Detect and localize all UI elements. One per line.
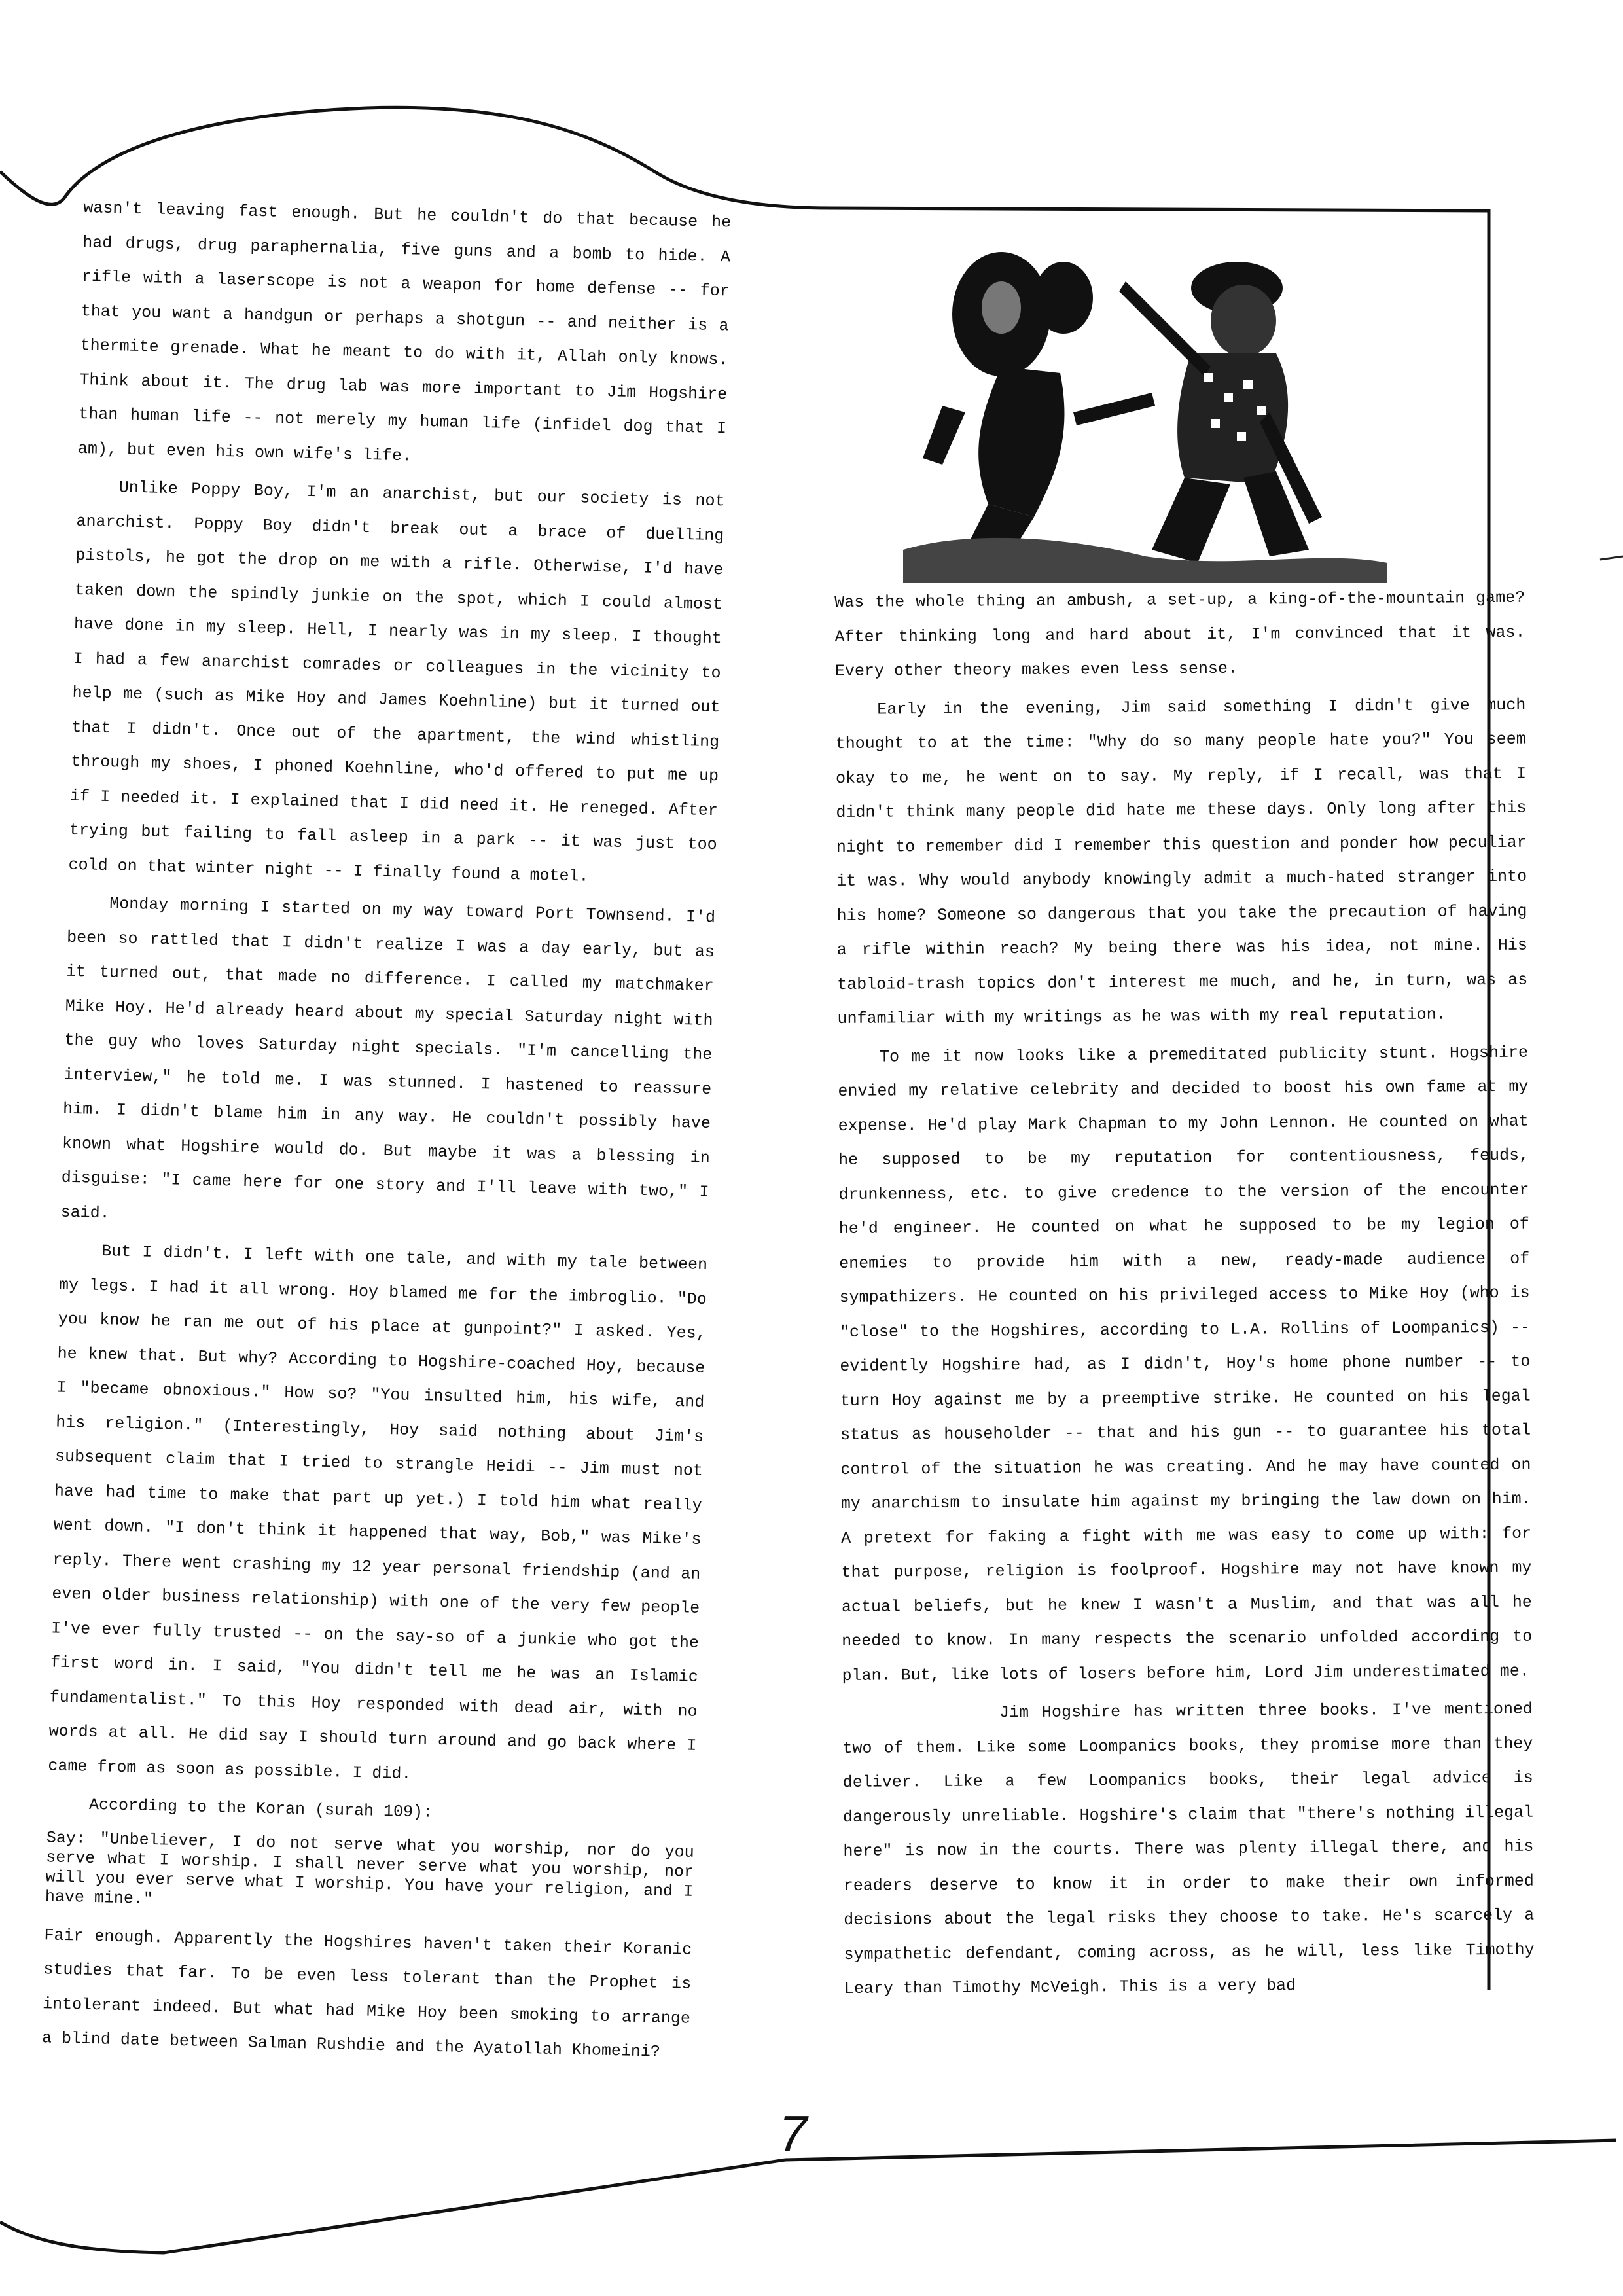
- paragraph: To me it now looks like a premeditated publicity stunt. Hogshire envied my relative celebrity and decided to boost his own fame at my expense. He'd play Mark Chapman to my John Lennon. He counted on what he supposed to be my reputation for contentiousness, feuds, drunkenness, etc. to give credence to the version of the encounter he'd engineer. He counted on what he supposed to be my legion of enemies to provide him with a new, ready-made audience of sympathizers. He counted on his privileged access to Mike Hoy (who is "close" to the Hogshires, according to L.A. Rollins of Loompanics) -- evidently Hogshire had, as I didn't, Hoy's home phone number -- to turn Hoy against me by a preemptive strike. He counted on his legal status as householder -- that and his gun -- to guarantee his total control of the situation he was creating. And he may have counted on my anarchism to insulate him against my bringing the law down on him. A pretext for faking a fight with me was easy to come up with: for that purpose, religion is foolproof. Hogshire may not have known my actual beliefs, but he knew I wasn't a Muslim, and that was all he needed to know. In many respects the scenario unfolded according to plan. But, like lots of losers before him, Lord Jim underestimated me.: [838, 1043, 1533, 1685]
- paragraph: According to the Koran (surah 109):: [88, 1795, 433, 1822]
- page-number: 7: [779, 2105, 808, 2162]
- right-column: [834, 581, 1535, 2011]
- paragraph: But I didn't. I left with one tale, and with my tale between my legs. I had it all wrong. Hoy blamed me for the imbroglio. "Do you know he ran me out of his place at gunpoint?" I asked. Yes, he knew that. But why? According to Hogshire-coached Hoy, because I "became obnoxious." How so? "You insulted him, his wife, and his religion." (Interestingly, Hoy said nothing about Jim's subsequent claim that I tried to strangle Heidi -- Jim must not have had time to make that part up yet.) I told him what really went down. "I don't think it happened that way, Bob," was Mike's reply. There went crashing my 12 year personal friendship (and an even older business relationship) with one of the very few people I've ever fully trusted -- on the say-so of a junkie who got the first word in. I said, "You didn't tell me he was an Islamic fundamentalist." To this Hoy responded with dead air, with no words at all. He did say I should turn around and go back where I came from as soon as possible. I did.: [48, 1242, 708, 1784]
- gunfight-illustration: [903, 242, 1387, 583]
- paragraph: wasn't leaving fast enough. But he couldn't do that because he had drugs, drug paraphernalia, five guns and a bomb to hide. A rifle with a laserscope is not a weapon for home defense -- for that you want a handgun or perhaps a shotgun -- and neither is a thermite grenade. What he meant to do with it, Allah only knows. Think about it. The drug lab was more important to Jim Hogshire than human life -- not merely my human life (infidel dog that I am), but even his own wife's life.: [77, 198, 732, 465]
- paragraph: Early in the evening, Jim said something I didn't give much thought to at the time: "Why do so many people hate you?" You seem okay to me, he went on to say. My reply, if I recall, was that I didn't think many people did hate me these days. Only long after this night to remember did I remember this question and ponder how peculiar it was. Why would anybody knowingly admit a much-hated stranger into his home? Someone so dangerous that you take the precaution of having a rifle within reach? My being there was his idea, not mine. His tabloid-trash topics don't interest me much, and he, in turn, was as unfamiliar with my writings as he was with my real reputation.: [835, 695, 1528, 1028]
- paragraph: Was the whole thing an ambush, a set-up, a king-of-the-mountain game? After thinking long and hard about it, I'm convinced that it was. Every other theory makes even less sense.: [834, 588, 1525, 681]
- paragraph: Fair enough. Apparently the Hogshires haven't taken their Koranic studies that far. To be even less tolerant than the Prophet is intolerant indeed. But what had Mike Hoy been smoking to arrange a blind date between Salman Rushdie and the Ayatollah Khomeini?: [41, 1925, 692, 2062]
- paragraph: Monday morning I started on my way toward Port Townsend. I'd been so rattled that I didn't realize I was a day early, but as it turned out, that made no difference. I called my matchmaker Mike Hoy. He'd already heard about my special Saturday night with the guy who loves Saturday night specials. "I'm cancelling the interview," he told me. I was stunned. I hastened to reassure him. I didn't blame him in any way. He couldn't possibly have known what Hogshire would do. But maybe it was a blessing in disguise: "I came here for one story and I'll leave with two," I said.: [60, 894, 716, 1223]
- paragraph: Jim Hogshire has written three books. I've mentioned two of them. Like some Loompanics books, they promise more than they deliver. Like a few Loompanics books, their legal advice is dangerously unreliable. Hogshire's claim that "there's nothing illegal here" is now in the courts. There was plenty illegal there, and his readers deserve to know it in order to make their own informed decisions about the legal risks they choose to take. He's scarcely a sympathetic defendant, coming across, as he will, less like Timothy Leary than Timothy McVeigh. This is a very bad: [842, 1699, 1535, 1998]
- quote-text: Say: "Unbeliever, I do not serve what you worship, nor do you serve what I worship. I shall never serve what you worship, nor will you ever serve what I worship. You have your religion, and I have mine.": [45, 1827, 694, 1909]
- left-column: [41, 191, 732, 2074]
- paragraph: Unlike Poppy Boy, I'm an anarchist, but our society is not anarchist. Poppy Boy didn't break out a brace of duelling pistols, he got the drop on me with a rifle. Otherwise, I'd have taken down the spindly junkie on the spot, which I could almost have done in my sleep. Hell, I nearly was in my sleep. I thought I had a few anarchist comrades or colleagues in the vicinity to help me (such as Mike Hoy and James Koehnline) but it turned out that I didn't. Once out of the apartment, the wind whistling through my shoes, I phoned Koehnline, who'd offered to put me up if I needed it. I explained that I did need it. He reneged. After trying but failing to fall asleep in a park -- it was just too cold on that winter night -- I finally found a motel.: [68, 478, 725, 886]
- koran-quote: [45, 1828, 694, 1921]
